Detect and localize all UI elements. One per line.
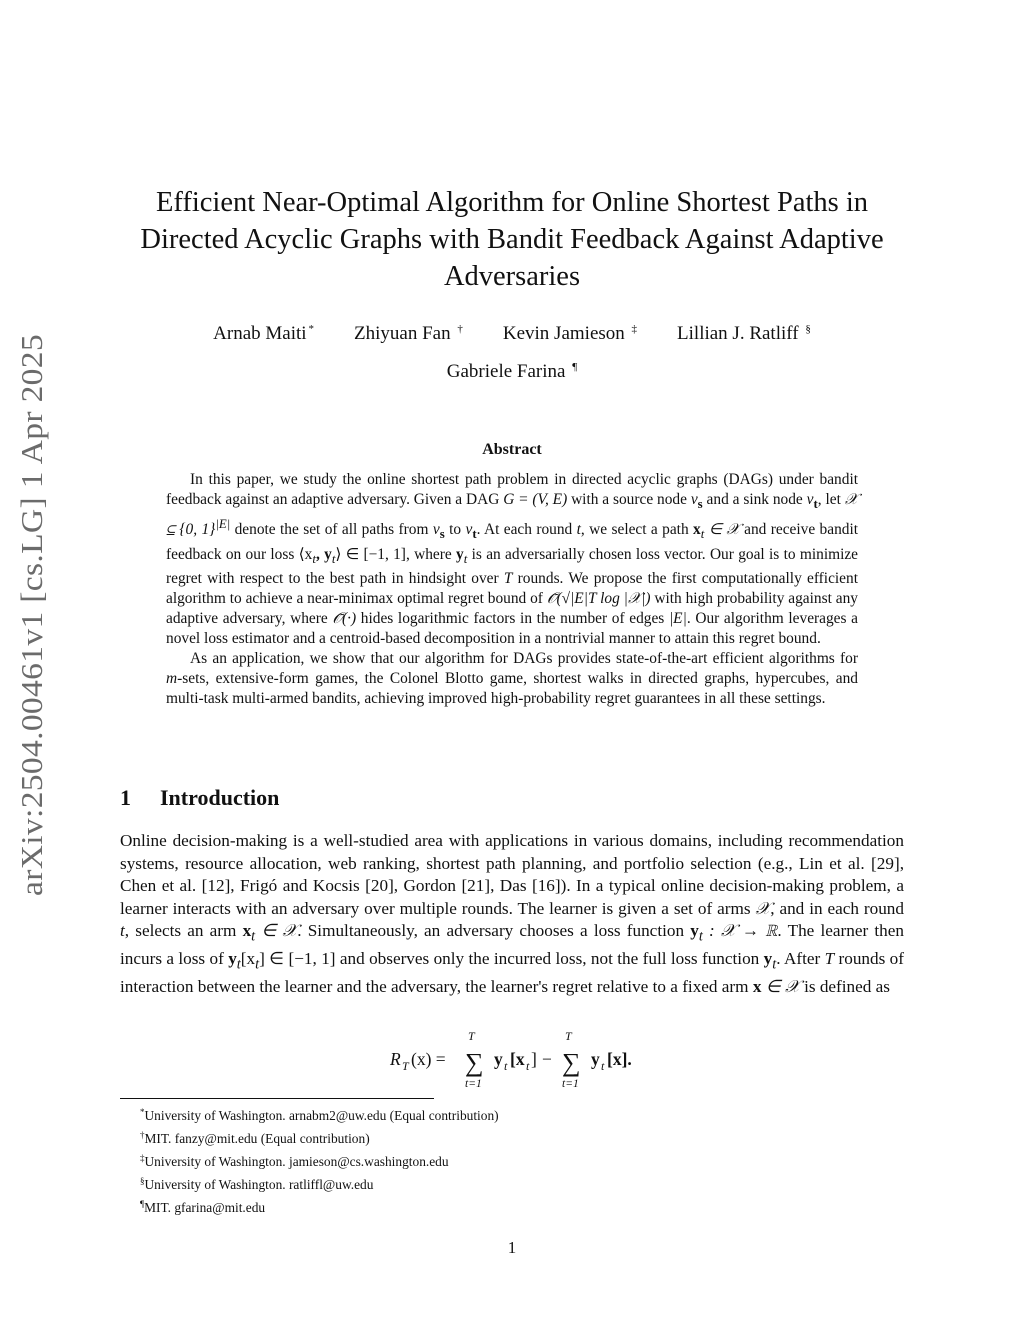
author-row-2 bbox=[110, 355, 914, 384]
section-heading bbox=[120, 785, 279, 811]
eq-minus: − bbox=[542, 1049, 552, 1069]
eq-sum1-upper: T bbox=[468, 1029, 475, 1043]
eq-term1-close: ] bbox=[531, 1049, 537, 1069]
eq-term1-arg: [x bbox=[510, 1049, 525, 1069]
abstract-paragraph: As an application, we show that our algorithm for DAGs provides state-of-the-art efficient algorithms for m-sets, extensive-form games, the Colonel Blotto game, shortest walks in directed graphs, hypercubes, and multi-task multi-armed bandits, achieving improved high-probability regret guarantees in all these settings. bbox=[166, 650, 858, 708]
eq-sum2-lower: t=1 bbox=[562, 1078, 579, 1090]
eq-lhs: R bbox=[390, 1049, 401, 1069]
eq-term2-arg: [x]. bbox=[607, 1049, 632, 1069]
author: Zhiyuan Fan † bbox=[354, 323, 463, 344]
citation-link[interactable]: 20 bbox=[370, 876, 389, 896]
footnote: §University of Washington. ratliffl@uw.edu bbox=[140, 1175, 374, 1192]
paper-title: Efficient Near-Optimal Algorithm for Online Shortest Paths in Directed Acyclic Graphs with Bandit Feedback Against Adaptive Adversaries bbox=[140, 187, 884, 292]
author-list bbox=[110, 317, 914, 384]
eq-lhs-arg: (x) = bbox=[411, 1049, 446, 1069]
author-row-1 bbox=[110, 317, 914, 346]
eq-sum2-sigma: ∑ bbox=[562, 1048, 581, 1077]
abstract-heading: Abstract bbox=[482, 441, 542, 458]
footnotes bbox=[140, 1103, 900, 1218]
regret-equation bbox=[388, 1027, 638, 1091]
footnote-divider bbox=[120, 1098, 434, 1099]
section-title: Introduction bbox=[160, 785, 280, 810]
author: Kevin Jamieson ‡ bbox=[502, 323, 638, 344]
abstract-body bbox=[166, 470, 858, 709]
eq-term1-argsub: t bbox=[526, 1059, 530, 1073]
footnote: ¶MIT. gfarina@mit.edu bbox=[140, 1198, 266, 1215]
citation-link[interactable]: 16 bbox=[537, 876, 555, 896]
arxiv-stamp-svg bbox=[8, 330, 52, 900]
citation-link[interactable]: 29 bbox=[876, 853, 894, 873]
eq-term1: y bbox=[494, 1049, 503, 1069]
citation-link[interactable]: 12 bbox=[207, 876, 225, 896]
footnote: †MIT. fanzy@mit.edu (Equal contribution) bbox=[140, 1129, 370, 1146]
eq-lhs-sub: T bbox=[402, 1059, 409, 1073]
eq-sum1-sigma: ∑ bbox=[465, 1048, 484, 1077]
eq-term2: y bbox=[591, 1049, 600, 1069]
eq-term2-sub: t bbox=[601, 1059, 605, 1073]
intro-paragraph: Online decision-making is a well-studied area with applications in various domains, including recommendation systems, resource allocation, web ranking, shortest path planning, and portfolio selection (e.g., Lin et al. [29], Chen et al. [12], Frigó and Kocsis [20], Gordon [21], Das [16]). In a typical online decision-making problem, a learner interacts with an adversary over multiple rounds. The learner is given a set of arms 𝒳, and in each round t, selects an arm $x_t$ ∈ 𝒳. Simultaneously, an adversary chooses a loss function $y_t$ : 𝒳 → ℝ. The learner then incurs a loss of $y_t[x_t]$ ∈ [−1, 1] and observes only the incurred loss, not the full loss function $y_t$. After T rounds of interaction between the learner and the adversary, the learner's regret relative to a fixed arm x ∈ 𝒳 is defined as bbox=[120, 831, 905, 997]
abstract-paragraph: In this paper, we study the online shortest path problem in directed acyclic graphs (DAGs) under bandit feedback against an adaptive adversary. Given a DAG G = (V, E) with a source node $v_s$ and a sink node $v_t$, let 𝒳 ⊆ {0, 1}$^{|E|}$ denote the set of all paths from $v_s$ to $v_t$. At each round t, we select a path $x_t$ ∈ 𝒳 and receive bandit feedback on our loss $⟨x_t$, $y_t⟩$ ∈ [−1, 1], where $y_t$ is an adversarially chosen loss vector. Our goal is to minimize regret with respect to the best path in hindsight over T rounds. We propose the first computationally efficient algorithm to achieve a near-minimax optimal regret bound of 𝒪̃(√|E|T log |𝒳|) with high probability against any adaptive adversary, where 𝒪̃(·) hides logarithmic factors in the number of edges |E|. Our algorithm leverages a novel loss estimator and a centroid-based decomposition in a nontrivial manner to attain this regret bound. bbox=[166, 471, 859, 648]
eq-sum1-lower: t=1 bbox=[465, 1078, 482, 1090]
eq-sum2-upper: T bbox=[565, 1029, 572, 1043]
footnote: *University of Washington. arnabm2@uw.edu (Equal contribution) bbox=[140, 1107, 499, 1123]
section-number: 1 bbox=[120, 785, 131, 810]
author: Gabriele Farina ¶ bbox=[446, 361, 578, 382]
author: Arnab Maiti * bbox=[213, 323, 315, 344]
eq-term1-sub: t bbox=[504, 1059, 508, 1073]
author: Lillian J. Ratliff § bbox=[677, 323, 811, 344]
regret-equation-svg bbox=[388, 1027, 638, 1091]
arxiv-stamp bbox=[8, 330, 52, 900]
footnote: ‡University of Washington. jamieson@cs.washington.edu bbox=[140, 1152, 449, 1169]
page-number: 1 bbox=[507, 1238, 517, 1257]
citation-link[interactable]: 21 bbox=[467, 876, 485, 896]
arxiv-stamp-text: arXiv:2504.00461v1 [cs.LG] 1 Apr 2025 bbox=[14, 376, 49, 896]
